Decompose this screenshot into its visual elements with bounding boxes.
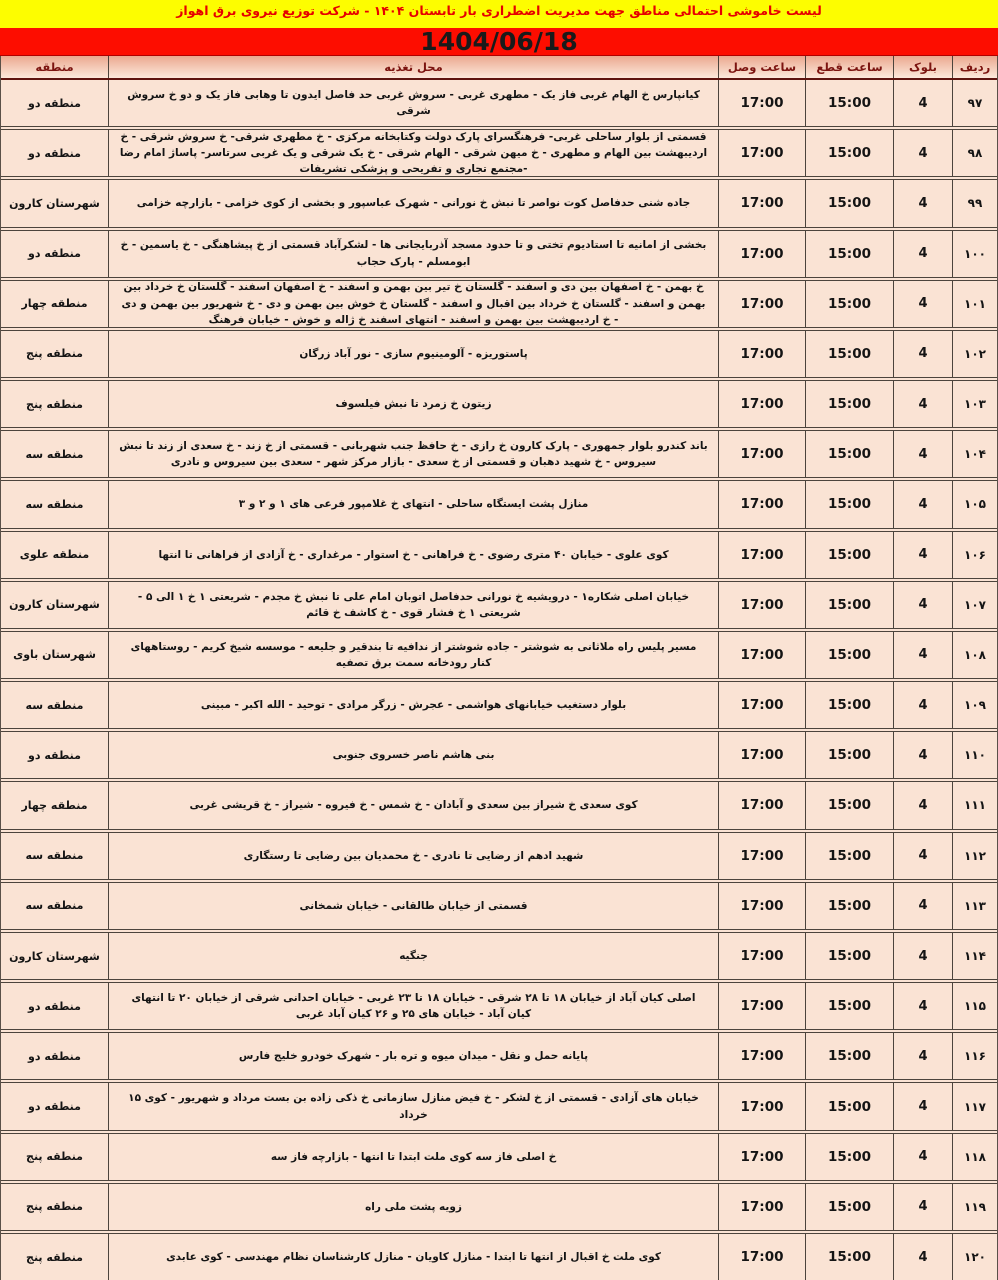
cut-time-cell: 15:00 — [805, 532, 893, 578]
row-number-cell: ۱۱۷ — [952, 1083, 997, 1129]
row-number-cell: ۱۰۲ — [952, 331, 997, 377]
reconnect-time-cell: 17:00 — [718, 682, 805, 728]
title-bar — [0, 0, 998, 28]
cut-time-cell: 15:00 — [805, 80, 893, 126]
table-row — [1, 1029, 997, 1079]
reconnect-time-cell: 17:00 — [718, 481, 805, 527]
cut-time-cell: 15:00 — [805, 983, 893, 1029]
feed-location-cell: اصلی کیان آباد از خیابان ۱۸ تا ۲۸ شرقی - خیابان ۱۸ تا ۲۳ غربی - خیابان احدانی شرقی از خیابان ۲۰ تا انتهای کیان آباد - خیابان های ۲۵ و ۲۶ کیان آباد غربی — [108, 983, 718, 1029]
feed-location-cell: پاستوریزه - آلومینیوم سازی - نور آباد زرگان — [108, 331, 718, 377]
feed-location-cell: کیانپارس خ الهام غربی فاز یک - مطهری غربی - سروش غربی حد فاصل ایدون تا وهابی فاز یک و دو خ سروش شرقی — [108, 80, 718, 126]
table-row — [1, 1130, 997, 1180]
feed-location-cell: پایانه حمل و نقل - میدان میوه و تره بار - شهرک خودرو خلیج فارس — [108, 1033, 718, 1079]
reconnect-time-cell: 17:00 — [718, 231, 805, 277]
region-cell: منطقه پنج — [26, 1150, 83, 1164]
feed-location-cell: جنگیه — [108, 933, 718, 979]
row-number-cell: ۹۸ — [952, 130, 997, 176]
reconnect-time-cell: 17:00 — [718, 833, 805, 879]
date-bar — [0, 28, 998, 56]
table-row — [1, 528, 997, 578]
reconnect-time-cell: 17:00 — [718, 381, 805, 427]
row-number-cell: ۱۰۸ — [952, 632, 997, 678]
feed-location-cell: جاده شنی حدفاصل کوت نواصر تا نبش خ نورانی - شهرک عباسپور و بخشی از کوی خزامی - بازارچه خزامی — [108, 180, 718, 226]
block-cell: 4 — [893, 381, 952, 427]
region-cell: منطقه دو — [28, 999, 81, 1013]
block-cell: 4 — [893, 180, 952, 226]
block-cell: 4 — [893, 1083, 952, 1129]
cut-time-cell: 15:00 — [805, 682, 893, 728]
row-number-cell: ۱۱۸ — [952, 1134, 997, 1180]
cut-time-cell: 15:00 — [805, 1134, 893, 1180]
feed-location-cell: بنی هاشم ناصر خسروی جنوبی — [108, 732, 718, 778]
region-cell: منطقه دو — [28, 1049, 81, 1063]
block-cell: 4 — [893, 833, 952, 879]
feed-location-cell: خ بهمن - خ اصفهان بین دی و اسفند - گلستان خ تیر بین بهمن و اسفند - خ اصفهان اسفند - گلستان خ خرداد بین بهمن و اسفند - گلستان خ خرداد بین اقبال و اسفند - گلستان خ خوش بین بهمن و دی - خ شهریور بین بهمن و دی - خ اردیبهشت بین بهمن و اسفند - انتهای اسفند خ ژاله و خوش - خیابان فرهنگ — [108, 281, 718, 327]
cut-time-cell: 15:00 — [805, 331, 893, 377]
block-cell: 4 — [893, 732, 952, 778]
reconnect-time-cell: 17:00 — [718, 130, 805, 176]
row-number-cell: ۱۰۷ — [952, 582, 997, 628]
row-number-cell: ۱۱۳ — [952, 883, 997, 929]
table-row — [1, 427, 997, 477]
feed-location-cell: خ اصلی فاز سه کوی ملت ابتدا تا انتها - بازارچه فاز سه — [108, 1134, 718, 1180]
cut-time-cell: 15:00 — [805, 1083, 893, 1129]
region-cell: منطقه سه — [25, 497, 84, 511]
table-row — [1, 829, 997, 879]
region-cell: شهرستان کارون — [9, 196, 100, 210]
cut-time-cell: 15:00 — [805, 632, 893, 678]
row-number-cell: ۱۰۶ — [952, 532, 997, 578]
feed-location-cell: بخشی از امانیه تا استادیوم تختی و تا حدود مسجد آذربایجانی ها - لشکرآباد قسمتی از خ پیشاهنگی - خ یاسمین - خ ابومسلم - پارک حجاب — [108, 231, 718, 277]
region-cell: منطقه دو — [28, 748, 81, 762]
region-cell: منطقه سه — [25, 849, 84, 863]
cut-time-cell: 15:00 — [805, 833, 893, 879]
row-number-cell: ۱۱۱ — [952, 782, 997, 828]
row-number-cell: ۹۷ — [952, 80, 997, 126]
region-cell: منطقه پنج — [26, 1250, 83, 1264]
block-cell: 4 — [893, 431, 952, 477]
cut-time-cell: 15:00 — [805, 281, 893, 327]
reconnect-time-cell: 17:00 — [718, 582, 805, 628]
region-cell: منطقه پنج — [26, 347, 83, 361]
table-row — [1, 1230, 997, 1280]
table-row — [1, 979, 997, 1029]
reconnect-time-cell: 17:00 — [718, 331, 805, 377]
cut-time-cell: 15:00 — [805, 481, 893, 527]
region-cell: منطقه سه — [25, 698, 84, 712]
schedule-date: 1404/06/18 — [420, 27, 578, 56]
block-cell: 4 — [893, 582, 952, 628]
table-row — [1, 176, 997, 226]
cut-time-cell: 15:00 — [805, 381, 893, 427]
feed-location-cell: زویه پشت ملی راه — [108, 1184, 718, 1230]
reconnect-time-cell: 17:00 — [718, 1134, 805, 1180]
block-cell: 4 — [893, 130, 952, 176]
region-cell: شهرستان کارون — [9, 949, 100, 963]
cut-time-cell: 15:00 — [805, 732, 893, 778]
row-number-cell: ۱۱۲ — [952, 833, 997, 879]
region-cell: منطقه چهار — [21, 798, 88, 812]
reconnect-time-cell: 17:00 — [718, 632, 805, 678]
block-cell: 4 — [893, 933, 952, 979]
table-row — [1, 80, 997, 126]
row-number-cell: ۱۰۳ — [952, 381, 997, 427]
reconnect-time-cell: 17:00 — [718, 532, 805, 578]
feed-location-cell: خیابان های آزادی - قسمتی از خ لشکر - خ فیض منازل سازمانی خ ذکی زاده بن بست مرداد و شهریور - کوی ۱۵ خرداد — [108, 1083, 718, 1129]
feed-location-cell: بلوار دستغیب خیابانهای هواشمی - عجرش - زرگر مرادی - توحید - الله اکبر - مبینی — [108, 682, 718, 728]
reconnect-time-cell: 17:00 — [718, 281, 805, 327]
region-cell: منطقه علوی — [19, 548, 90, 562]
row-number-cell: ۱۰۱ — [952, 281, 997, 327]
feed-location-cell: کوی ملت خ اقبال از انتها تا ابتدا - منازل کاویان - منازل کارشناسان نظام مهندسی - کوی عابدی — [108, 1234, 718, 1280]
block-cell: 4 — [893, 1184, 952, 1230]
feed-location-cell: زیتون خ زمرد تا نبش فیلسوف — [108, 381, 718, 427]
table-row — [1, 1180, 997, 1230]
row-number-cell: ۱۱۴ — [952, 933, 997, 979]
table-row — [1, 126, 997, 176]
cut-time-cell: 15:00 — [805, 883, 893, 929]
region-cell: شهرستان کارون — [9, 598, 100, 612]
table-header-row — [1, 56, 997, 80]
table-row — [1, 578, 997, 628]
row-number-cell: ۹۹ — [952, 180, 997, 226]
feed-location-cell: خیابان اصلی شکاره۱ - درویشیه خ نورانی حدفاصل اتوبان امام علی تا نبش خ مجدم - شریعتی ۱ خ ۱ الی ۵ - شریعتی ۱ خ فشار قوی - خ کاشف خ قائم — [108, 582, 718, 628]
header-row-number: ردیف — [952, 56, 997, 78]
reconnect-time-cell: 17:00 — [718, 431, 805, 477]
row-number-cell: ۱۲۰ — [952, 1234, 997, 1280]
reconnect-time-cell: 17:00 — [718, 782, 805, 828]
region-cell: منطقه چهار — [21, 297, 88, 311]
table-row — [1, 929, 997, 979]
cut-time-cell: 15:00 — [805, 1184, 893, 1230]
table-row — [1, 327, 997, 377]
cut-time-cell: 15:00 — [805, 933, 893, 979]
feed-location-cell: منازل پشت ایستگاه ساحلی - انتهای خ غلامپور فرعی های ۱ و ۲ و ۳ — [108, 481, 718, 527]
table-body — [1, 80, 997, 1280]
block-cell: 4 — [893, 1033, 952, 1079]
cut-time-cell: 15:00 — [805, 180, 893, 226]
block-cell: 4 — [893, 682, 952, 728]
block-cell: 4 — [893, 231, 952, 277]
block-cell: 4 — [893, 983, 952, 1029]
reconnect-time-cell: 17:00 — [718, 933, 805, 979]
header-cut-time: ساعت قطع — [805, 56, 893, 78]
reconnect-time-cell: 17:00 — [718, 883, 805, 929]
row-number-cell: ۱۱۰ — [952, 732, 997, 778]
table-row — [1, 1079, 997, 1129]
block-cell: 4 — [893, 1134, 952, 1180]
header-feed-location: محل تغذیه — [108, 56, 718, 78]
table-row — [1, 477, 997, 527]
region-cell: منطقه پنج — [26, 397, 83, 411]
region-cell: منطقه دو — [28, 1100, 81, 1114]
reconnect-time-cell: 17:00 — [718, 180, 805, 226]
feed-location-cell: کوی علوی - خیابان ۴۰ متری رضوی - خ فراهانی - خ استوار - مرغداری - خ آزادی از فراهانی تا انتها — [108, 532, 718, 578]
region-cell: منطقه سه — [25, 447, 84, 461]
region-cell: منطقه دو — [28, 247, 81, 261]
region-cell: شهرستان باوی — [13, 648, 96, 662]
feed-location-cell: مسیر پلیس راه ملاثانی به شوشتر - جاده شوشتر از ندافیه تا بندقیر و جلیعه - موسسه شیخ کریم - روستاههای کنار رودخانه سمت برق تصفیه — [108, 632, 718, 678]
row-number-cell: ۱۰۴ — [952, 431, 997, 477]
cut-time-cell: 15:00 — [805, 130, 893, 176]
block-cell: 4 — [893, 80, 952, 126]
feed-location-cell: قسمتی از بلوار ساحلی غربی- فرهنگسرای پارک دولت وکتابخانه مرکزی - خ مطهری شرقی- خ سروش شرقی - خ اردیبهشت بین الهام و مطهری - خ میهن شرقی - الهام شرقی - خ یک شرقی و یک غربی سرتاسر- پاساژ امام رضا -مجتمع تجاری و تفریحی و پزشکی تشریفات — [108, 130, 718, 176]
feed-location-cell: قسمتی از خیابان طالقانی - خیابان شمخانی — [108, 883, 718, 929]
block-cell: 4 — [893, 532, 952, 578]
cut-time-cell: 15:00 — [805, 431, 893, 477]
row-number-cell: ۱۱۹ — [952, 1184, 997, 1230]
reconnect-time-cell: 17:00 — [718, 1083, 805, 1129]
table-row — [1, 377, 997, 427]
block-cell: 4 — [893, 331, 952, 377]
row-number-cell: ۱۱۵ — [952, 983, 997, 1029]
reconnect-time-cell: 17:00 — [718, 1033, 805, 1079]
cut-time-cell: 15:00 — [805, 782, 893, 828]
feed-location-cell: باند کندرو بلوار جمهوری - پارک کارون خ رازی - خ حافظ جنب شهربانی - قسمتی از خ زند - خ سعدی از زند تا نبش سیروس - خ شهید دهبان و قسمتی از خ سعدی - بازار مرکز شهر - سعدی بین سیروس و نادری — [108, 431, 718, 477]
cut-time-cell: 15:00 — [805, 1033, 893, 1079]
row-number-cell: ۱۰۰ — [952, 231, 997, 277]
table-row — [1, 277, 997, 327]
row-number-cell: ۱۱۶ — [952, 1033, 997, 1079]
block-cell: 4 — [893, 883, 952, 929]
region-cell: منطقه دو — [28, 96, 81, 110]
block-cell: 4 — [893, 481, 952, 527]
reconnect-time-cell: 17:00 — [718, 80, 805, 126]
cut-time-cell: 15:00 — [805, 231, 893, 277]
feed-location-cell: شهید ادهم از رضایی تا نادری - خ محمدیان بین رضایی تا رستگاری — [108, 833, 718, 879]
region-cell: منطقه دو — [28, 146, 81, 160]
reconnect-time-cell: 17:00 — [718, 983, 805, 1029]
header-block: بلوک — [893, 56, 952, 78]
table-row — [1, 628, 997, 678]
region-cell: منطقه سه — [25, 899, 84, 913]
header-reconnect-time: ساعت وصل — [718, 56, 805, 78]
block-cell: 4 — [893, 632, 952, 678]
table-row — [1, 879, 997, 929]
row-number-cell: ۱۰۵ — [952, 481, 997, 527]
reconnect-time-cell: 17:00 — [718, 732, 805, 778]
cut-time-cell: 15:00 — [805, 1234, 893, 1280]
table-row — [1, 227, 997, 277]
outage-table — [0, 56, 998, 1280]
table-row — [1, 778, 997, 828]
reconnect-time-cell: 17:00 — [718, 1234, 805, 1280]
row-number-cell: ۱۰۹ — [952, 682, 997, 728]
table-row — [1, 678, 997, 728]
table-row — [1, 728, 997, 778]
region-cell: منطقه پنج — [26, 1200, 83, 1214]
header-region: منطقه — [35, 60, 74, 74]
block-cell: 4 — [893, 281, 952, 327]
block-cell: 4 — [893, 1234, 952, 1280]
reconnect-time-cell: 17:00 — [718, 1184, 805, 1230]
feed-location-cell: کوی سعدی خ شیراز بین سعدی و آبادان - خ شمس - خ فیروه - شیراز - خ قریشی غربی — [108, 782, 718, 828]
page-title: لیست خاموشی احتمالی مناطق جهت مدیریت اضطراری بار تابستان ۱۴۰۴ - شرکت توزیع نیروی برق اهواز — [176, 3, 822, 18]
cut-time-cell: 15:00 — [805, 582, 893, 628]
block-cell: 4 — [893, 782, 952, 828]
